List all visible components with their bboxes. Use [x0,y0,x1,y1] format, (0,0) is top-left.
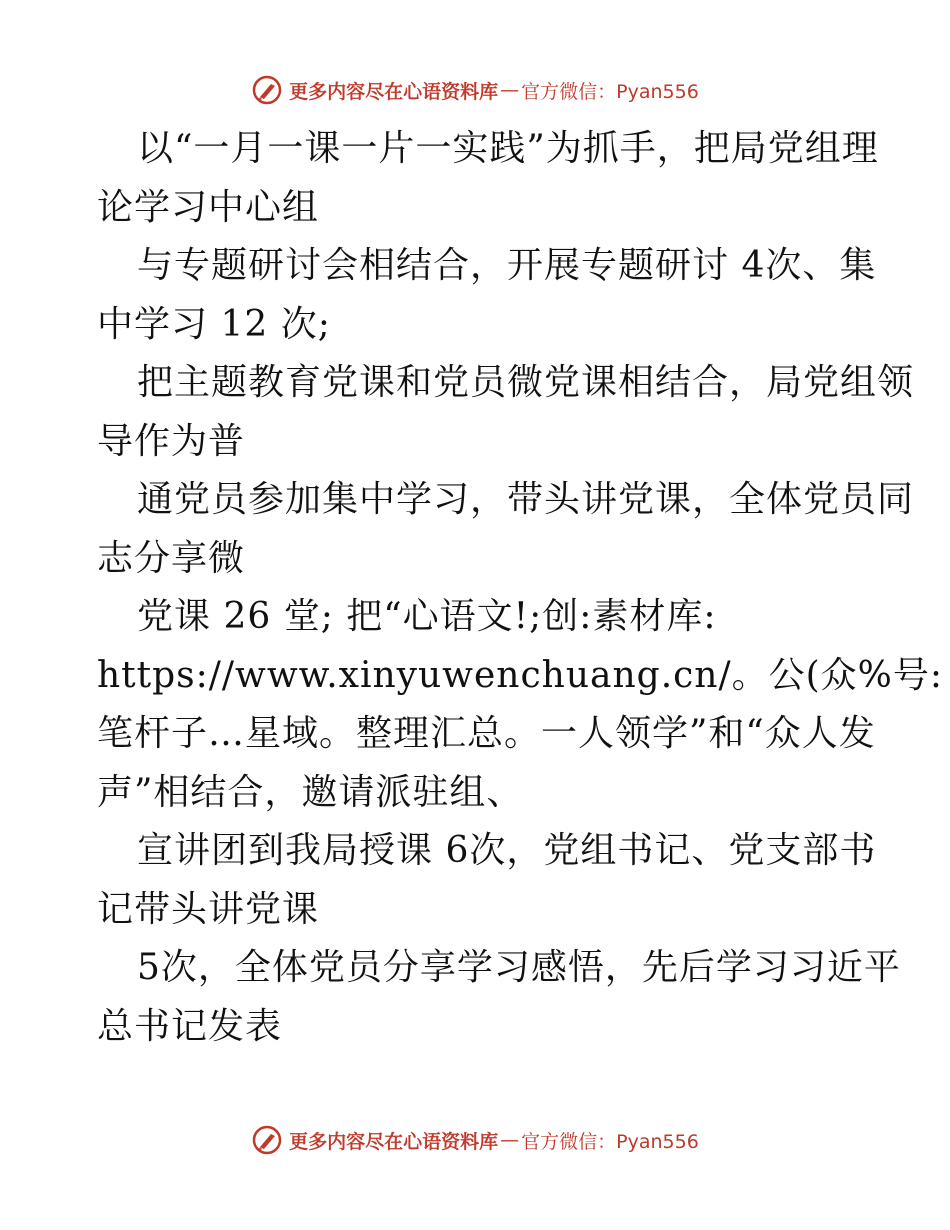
banner-wechat-text: 官方微信：Pyan556 [521,80,699,103]
banner-site-text: 更多内容尽在心语资料库 [289,1130,499,1153]
banner-wechat-text: 官方微信：Pyan556 [521,1130,699,1153]
text-line: 5次，全体党员分享学习感悟，先后学习习近平 [137,947,901,988]
footer-banner [0,1120,950,1160]
text-line: 志分享微 [97,537,246,579]
text-line: https://www.xinyuwenchuang.cn/。公(众%号: [97,654,943,696]
pen-nib-icon [251,74,283,106]
text-line: 导作为普 [97,420,246,462]
header-banner [0,70,950,110]
banner-site-text: 更多内容尽在心语资料库 [289,80,499,103]
text-line: 把主题教育党课和党员微党课相结合，局党组领 [137,362,915,403]
banner-separator: — [500,79,520,101]
text-line: 中学习 12 次; [97,303,331,345]
document-body [97,120,943,1056]
pen-nib-icon [251,1124,283,1156]
text-line: 笔杆子…星域。整理汇总。一人领学”和“众人发 [97,713,876,754]
text-line: 宣讲团到我局授课 6次，党组书记、党支部书 [137,830,877,871]
text-line: 总书记发表 [97,1005,283,1047]
text-line: 记带头讲党课 [97,888,320,930]
text-line: 声”相结合，邀请派驻组、 [97,771,524,813]
text-line: 论学习中心组 [97,186,320,228]
text-line: 党课 26 堂; 把“心语文!;创:素材库: [137,596,717,637]
banner-separator: — [500,1129,520,1151]
text-line: 与专题研讨会相结合，开展专题研讨 4次、集 [137,245,877,286]
text-line: 以“一月一课一片一实践”为抓手，把局党组理 [137,128,879,169]
text-line: 通党员参加集中学习，带头讲党课，全体党员同 [137,479,915,520]
